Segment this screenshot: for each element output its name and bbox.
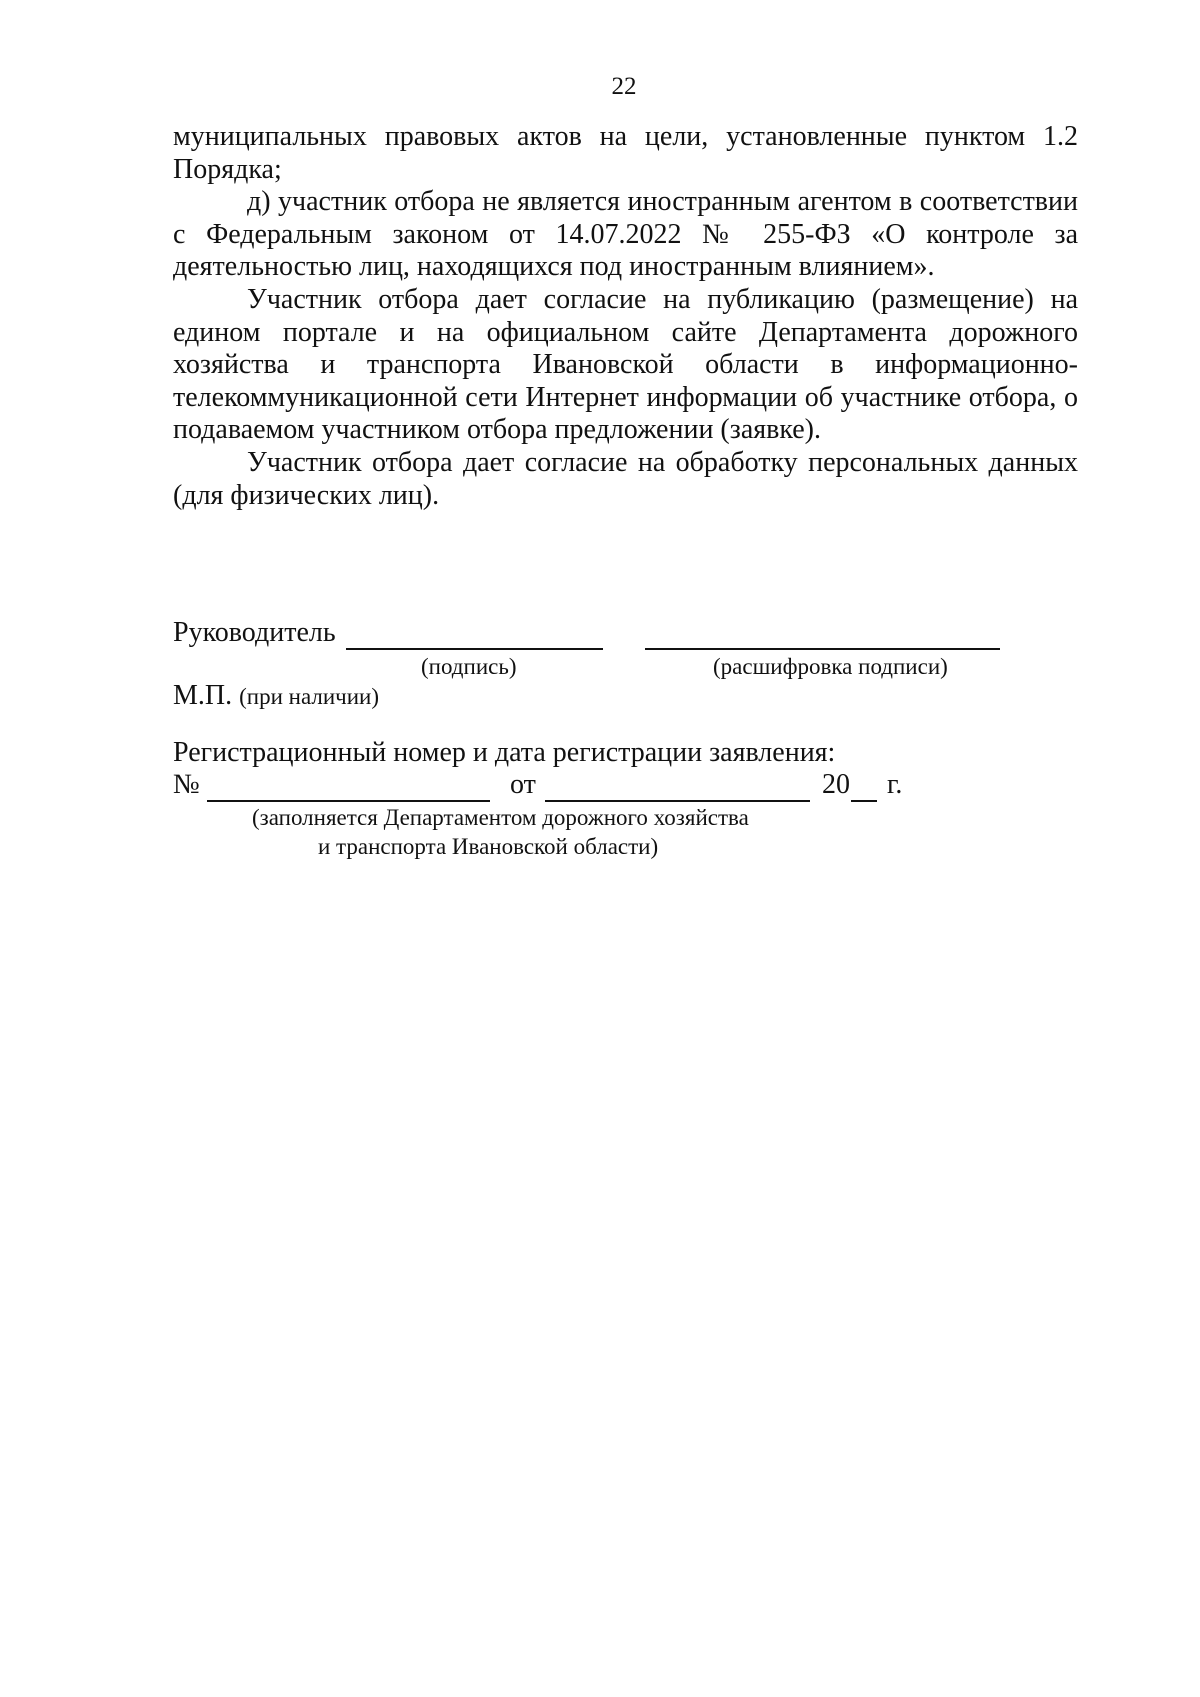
head-label: Руководитель: [173, 617, 336, 648]
registration-note-line2: и транспорта Ивановской области): [318, 834, 659, 859]
registration-note-line1: (заполняется Департаментом дорожного хозяйства: [252, 805, 749, 830]
registration-title: Регистрационный номер и дата регистрации заявления:: [173, 737, 836, 768]
stamp-line: [173, 680, 379, 713]
paragraph-publication-consent: Участник отбора дает согласие на публикацию (размещение) на едином портале и на официальном сайте Департамента дорожного хозяйства и транспорта Ивановской области в информационно-телекоммуникационной сети Интернет информации об участнике отбора, о подаваемом участником отбора предложении (заявке).: [173, 283, 1078, 446]
body-text: [173, 121, 1078, 512]
year-prefix: 20: [822, 769, 850, 800]
stamp-note: (при наличии): [239, 684, 380, 709]
from-word: от: [510, 769, 536, 800]
year-line: [851, 800, 877, 802]
signature-line: [346, 648, 603, 650]
signature-decoding-line: [645, 648, 1000, 650]
page-number: 22: [611, 73, 637, 100]
paragraph-continuation: муниципальных правовых актов на цели, установленные пунктом 1.2 Порядка;: [173, 121, 1078, 185]
registration-date-line: [545, 800, 810, 802]
number-sign: №: [173, 769, 200, 800]
decoding-caption: (расшифровка подписи): [713, 654, 948, 679]
year-suffix: г.: [887, 769, 903, 800]
paragraph-item-d: д) участник отбора не является иностранным агентом в соответствии с Федеральным законом от 14.07.2022 № 255-ФЗ «О контроле за деятельностью лиц, находящихся под иностранным влиянием».: [173, 186, 1078, 283]
stamp-label: М.П.: [173, 680, 233, 711]
signature-caption: (подпись): [421, 654, 517, 679]
registration-number-line: [207, 800, 490, 802]
paragraph-personal-data-consent: Участник отбора дает согласие на обработку персональных данных (для физических лиц).: [173, 446, 1078, 511]
